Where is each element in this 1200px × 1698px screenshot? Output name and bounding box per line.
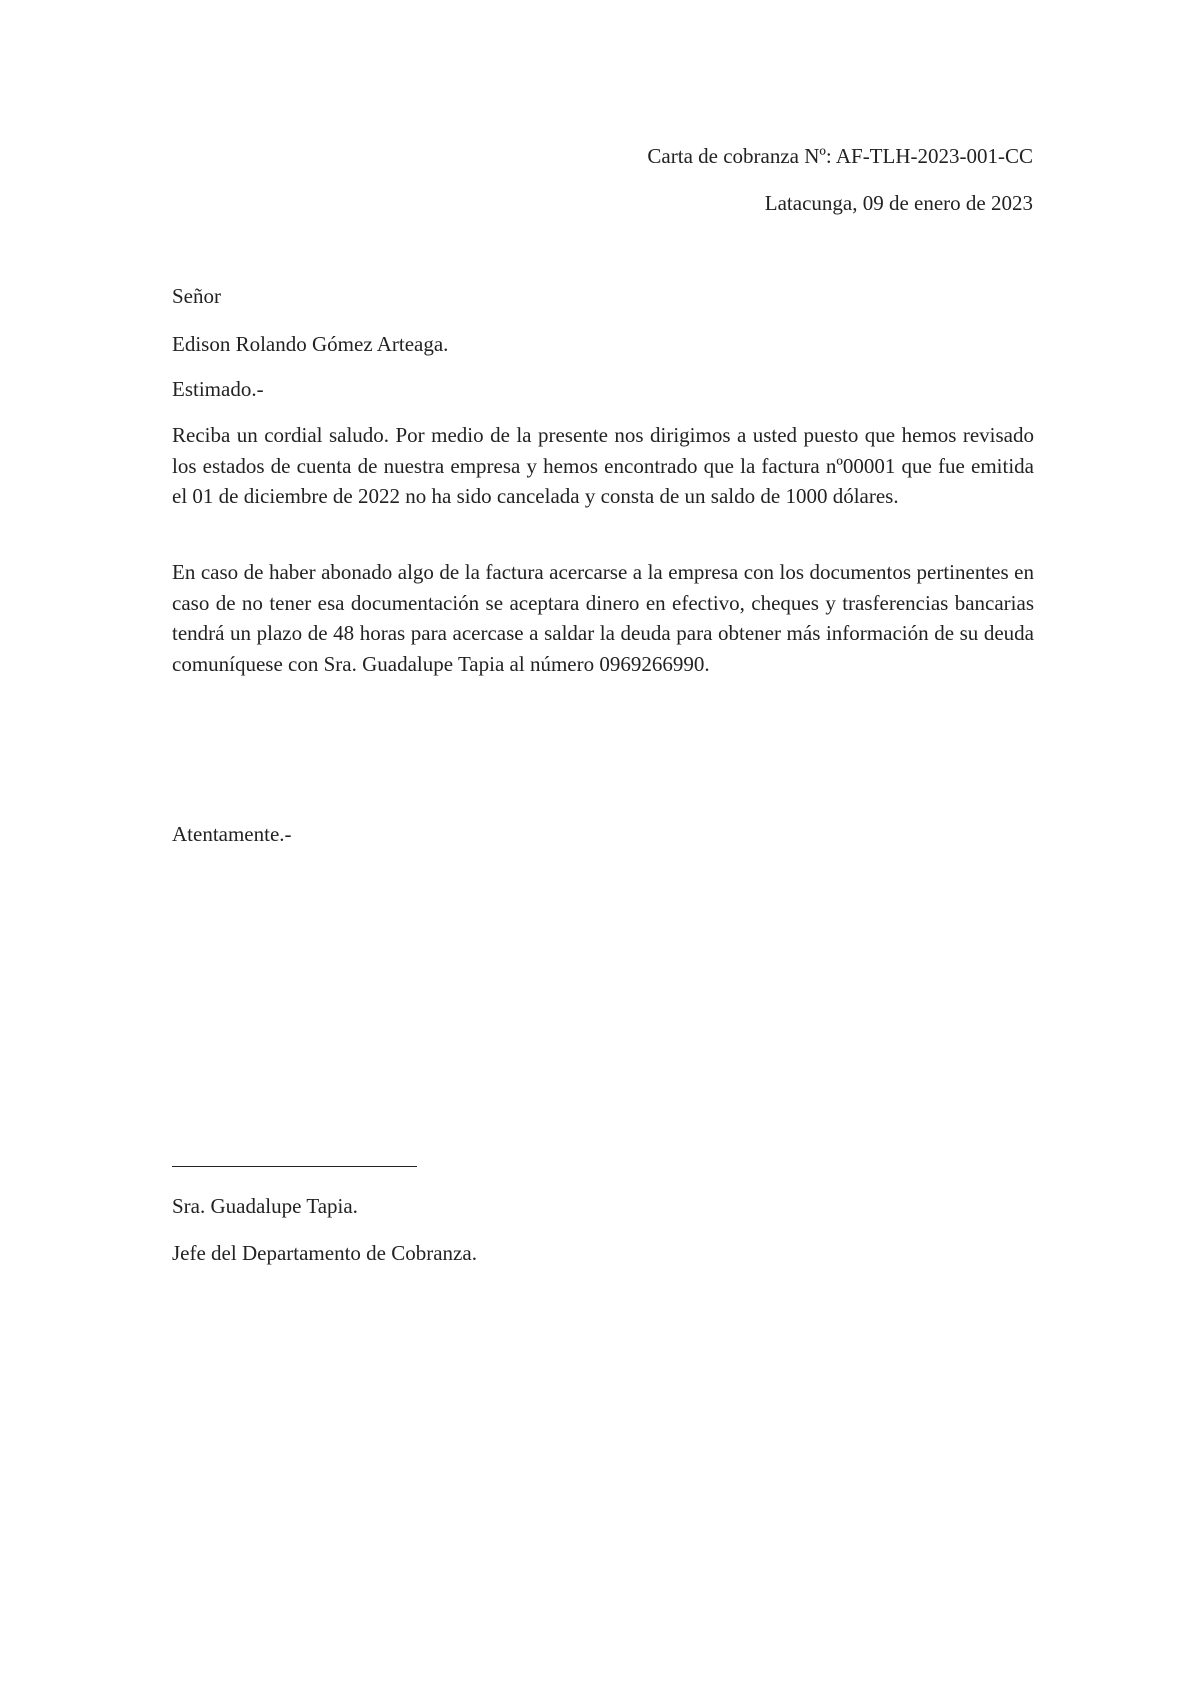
signatory-position: Jefe del Departamento de Cobranza. — [172, 1241, 477, 1265]
body-paragraph-2: En caso de haber abonado algo de la factura acercarse a la empresa con los documentos pertinentes en caso de no tener esa documentación se aceptara dinero en efectivo, cheques y trasferencias bancarias tendrá un plazo de 48 horas para acercase a saldar la deuda para obtener más información de su deuda comuníquese con Sra. Guadalupe Tapia al número 0969266990. — [172, 560, 1034, 676]
letter-place-date: Latacunga, 09 de enero de 2023 — [764, 191, 1033, 215]
signature-line — [172, 1166, 417, 1167]
closing: Atentamente.- — [172, 822, 292, 846]
salutation: Estimado.- — [172, 377, 264, 401]
recipient-name: Edison Rolando Gómez Arteaga. — [172, 332, 449, 356]
recipient-title: Señor — [172, 284, 221, 308]
signatory-name: Sra. Guadalupe Tapia. — [172, 1194, 358, 1218]
letter-reference-number: Carta de cobranza Nº: AF-TLH-2023-001-CC — [647, 144, 1033, 168]
body-paragraph-1: Reciba un cordial saludo. Por medio de la presente nos dirigimos a usted puesto que hemos revisado los estados de cuenta de nuestra empresa y hemos encontrado que la factura nº00001 que fue emitida el 01 de diciembre de 2022 no ha sido cancelada y consta de un saldo de 1000 dólares. — [172, 423, 1034, 508]
